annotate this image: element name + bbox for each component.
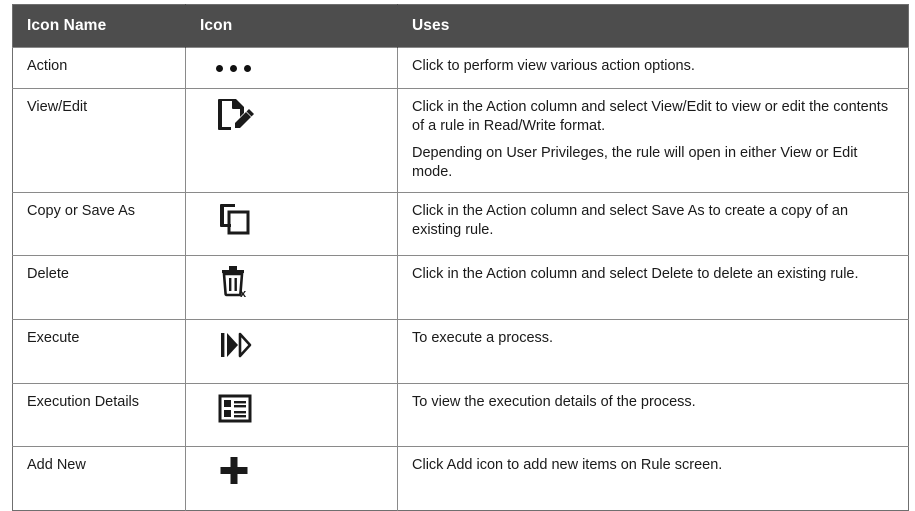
cell-uses: [398, 88, 909, 192]
cell-icon: [186, 383, 398, 447]
column-header-uses: Uses: [398, 5, 909, 48]
table-row: [13, 447, 909, 511]
column-header-icon: Icon: [186, 5, 398, 48]
table-row: [13, 88, 909, 192]
table-row: [13, 256, 909, 320]
cell-icon: [186, 88, 398, 192]
column-header-icon-name: Icon Name: [13, 5, 186, 48]
table-row: [13, 192, 909, 256]
cell-icon-name: Execute: [13, 319, 186, 383]
table-header-row: [13, 5, 909, 48]
copy-save-as-icon: [216, 200, 262, 240]
uses-text: Click in the Action column and select Delete to delete an existing rule.: [412, 266, 859, 283]
uses-text: Click in the Action column and select View/Edit to view or edit the contents of a rule in Read/Write format.: [412, 98, 889, 135]
icon-reference-table: [12, 4, 909, 511]
table-row: [13, 48, 909, 89]
cell-icon-name: Copy or Save As: [13, 192, 186, 256]
cell-uses: [398, 319, 909, 383]
delete-trash-icon: [216, 263, 262, 303]
uses-text: Click in the Action column and select Save As to create a copy of an existing rule.: [412, 202, 849, 239]
cell-icon-name: Execution Details: [13, 383, 186, 447]
cell-uses: [398, 447, 909, 511]
cell-uses: [398, 256, 909, 320]
table-row: [13, 383, 909, 447]
cell-icon-name: Add New: [13, 447, 186, 511]
uses-text: To view the execution details of the process.: [412, 393, 696, 410]
uses-text: To execute a process.: [412, 329, 554, 346]
cell-uses: [398, 48, 909, 89]
execute-play-icon: [216, 327, 262, 367]
uses-text: Depending on User Privileges, the rule will open in either View or Edit mode.: [412, 144, 858, 181]
cell-uses: [398, 192, 909, 256]
view-edit-pencil-document-icon: [216, 96, 262, 136]
cell-icon: [186, 319, 398, 383]
table-body: [13, 48, 909, 511]
table-header: [13, 5, 909, 48]
cell-icon: [186, 447, 398, 511]
svg-text:x: x: [240, 288, 247, 301]
uses-text: Click to perform view various action options.: [412, 58, 695, 74]
add-plus-icon: [216, 454, 262, 494]
table-row: [13, 319, 909, 383]
cell-icon-name: Action: [13, 48, 186, 89]
three-dots-icon: [216, 55, 251, 79]
uses-text: Click Add icon to add new items on Rule screen.: [412, 457, 723, 474]
cell-uses: [398, 383, 909, 447]
cell-icon: [186, 256, 398, 320]
cell-icon-name: View/Edit: [13, 88, 186, 192]
cell-icon: [186, 192, 398, 256]
cell-icon: [186, 48, 398, 89]
cell-icon-name: Delete: [13, 256, 186, 320]
execution-details-list-icon: [216, 391, 262, 431]
